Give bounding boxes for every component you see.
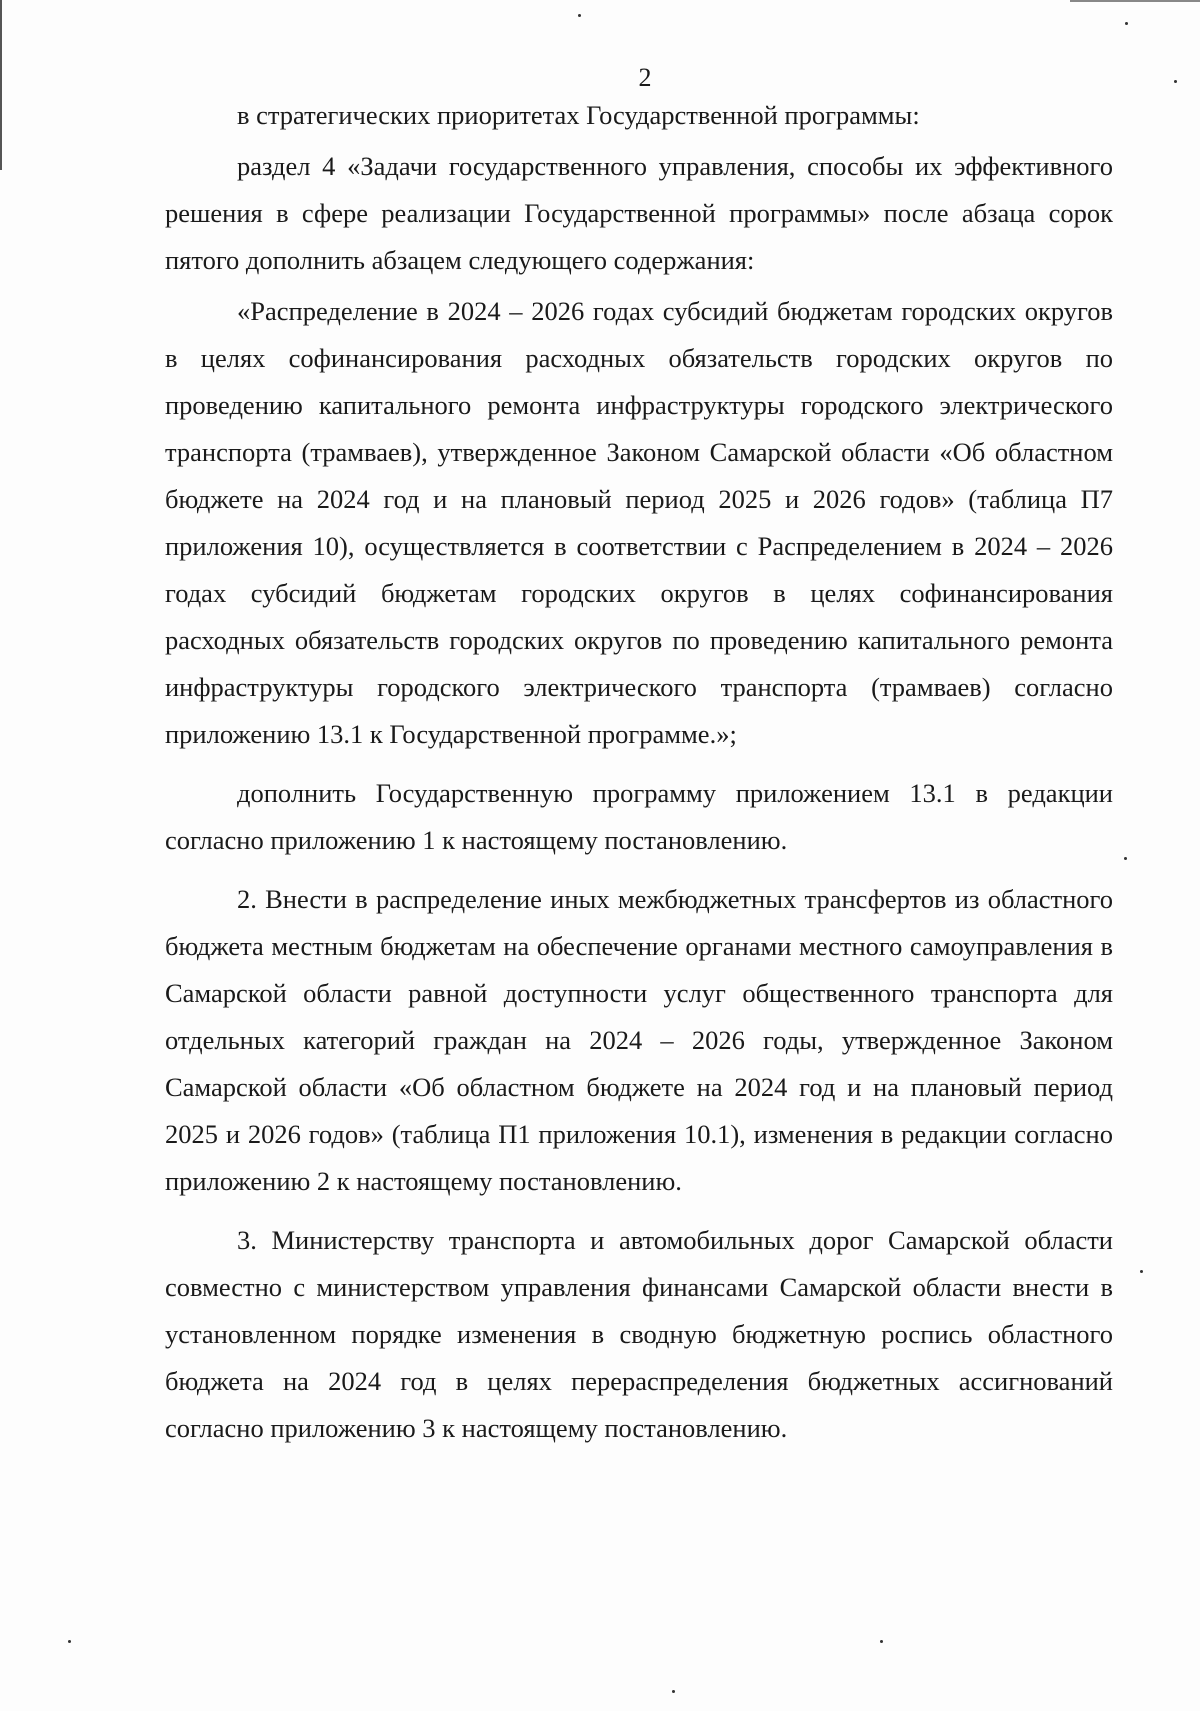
scan-speck [68, 1640, 71, 1643]
scan-speck [1140, 1270, 1143, 1273]
paragraph-item-3: 3. Министерству транспорта и автомобильных дорог Самарской области совместно с министерством управления финансами Самарской области внести в установленном порядке изменения в сводную бюджетную роспись областного бюджета на 2024 год в целях перераспределения бюджетных ассигнований согласно приложению 3 к настоящему постановлению. [165, 1225, 1113, 1443]
scan-speck [1174, 80, 1177, 83]
paragraph-distribution-quote: «Распределение в 2024 – 2026 годах субсидий бюджетам городских округов в целях софинансирования расходных обязательств городских округов по проведению капитального ремонта инфраструктуры городского электрического транспорта (трамваев), утвержденное Законом Самарской области «Об областном бюджете на 2024 год и на плановый период 2025 и 2026 годов» (таблица П7 приложения 10), осуществляется в соответствии с Распределением в 2024 – 2026 годах субсидий бюджетам городских округов в целях софинансирования расходных обязательств городских округов по проведению капитального ремонта инфраструктуры городского электрического транспорта (трамваев) согласно приложению 13.1 к Государственной программе.»; [165, 296, 1113, 749]
scan-speck [672, 1690, 675, 1693]
scan-top-line [1070, 0, 1200, 2]
paragraph-intro: в стратегических приоритетах Государственной программы: [237, 100, 920, 130]
paragraph-item-2: 2. Внести в распределение иных межбюджетных трансфертов из областного бюджета местным бюджетам на обеспечение органами местного самоуправления в Самарской области равной доступности услуг общественного транспорта для отдельных категорий граждан на 2024 – 2026 годы, утвержденное Законом Самарской области «Об областном бюджете на 2024 год и на плановый период 2025 и 2026 годов» (таблица П1 приложения 10.1), изменения в редакции согласно приложению 2 к настоящему постановлению. [165, 884, 1113, 1196]
paragraph-section-4: раздел 4 «Задачи государственного управления, способы их эффективного решения в сфере реализации Государственной программы» после абзаца сорок пятого дополнить абзацем следующего содержания: [165, 151, 1113, 275]
scan-speck [1125, 22, 1128, 25]
document-body [165, 92, 1113, 1452]
scan-speck [880, 1640, 883, 1643]
scan-speck [1124, 857, 1127, 860]
paragraph-add-appendix: дополнить Государственную программу приложением 13.1 в редакции согласно приложению 1 к настоящему постановлению. [165, 778, 1113, 855]
scan-speck [578, 14, 581, 17]
page-number: 2 [638, 63, 652, 92]
